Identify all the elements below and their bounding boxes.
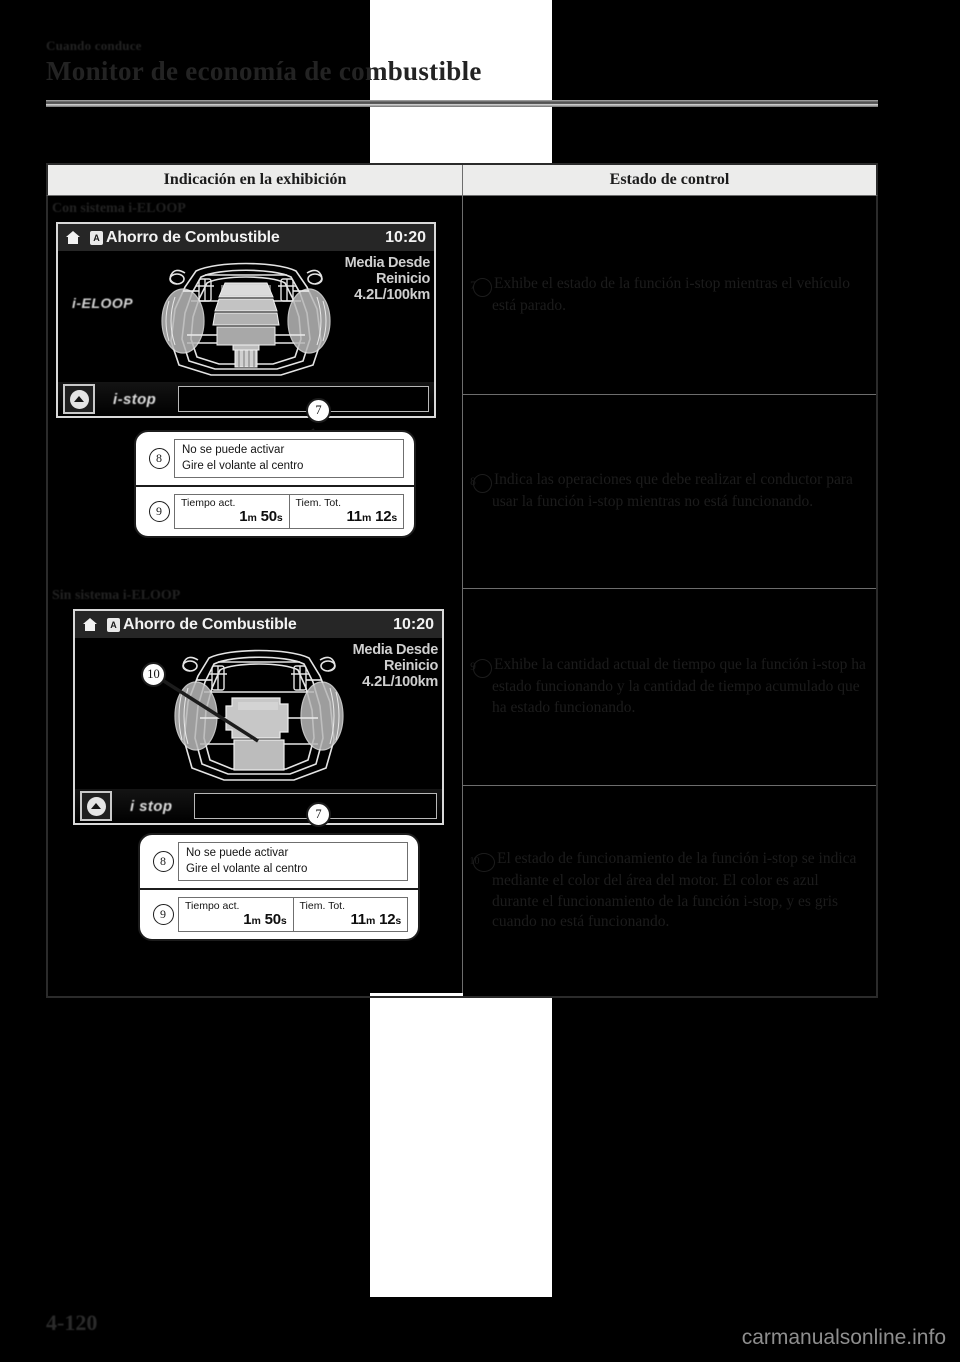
page-title: Monitor de economía de combustible bbox=[46, 56, 482, 86]
i-stop-label: i-stop bbox=[113, 390, 157, 408]
time-total-minutes-unit: m bbox=[361, 512, 372, 525]
time-current-seconds: 50 bbox=[260, 508, 277, 526]
time-current-seconds-unit: s bbox=[276, 512, 283, 525]
display-clock: 10:20 bbox=[385, 228, 426, 246]
control-state-column bbox=[463, 196, 876, 996]
display-status-bar-2 bbox=[75, 611, 442, 638]
display-with-eloop bbox=[56, 222, 436, 418]
time-total-minutes-unit-b: m bbox=[365, 915, 376, 928]
time-current-minutes: 1 bbox=[239, 508, 248, 526]
readout-label-line2: Reinicio bbox=[376, 271, 430, 288]
callout-marker-7-a: 7 bbox=[306, 398, 331, 423]
time-box-a bbox=[174, 494, 404, 529]
display-clock-2: 10:20 bbox=[393, 615, 434, 633]
page-number: 4-120 bbox=[46, 1310, 98, 1335]
table-body bbox=[46, 196, 878, 998]
bubble-number-9-b: 9 bbox=[153, 904, 174, 925]
fuel-economy-icon: A bbox=[90, 231, 103, 245]
readout-label-line1-2: Media Desde bbox=[352, 642, 438, 658]
control-state-text-7: Exhibe el estado de la función i-stop mientras el vehículo está parado. bbox=[492, 274, 850, 314]
vehicle-diagram-with-eloop bbox=[121, 253, 371, 390]
message-line1-b: No se puede activar bbox=[186, 847, 289, 859]
time-current-label: Tiempo act. bbox=[181, 497, 236, 510]
message-line2: Gire el volante al centro bbox=[182, 459, 304, 472]
item-number-7: 7 bbox=[473, 278, 492, 297]
bubble-row-9-b bbox=[140, 888, 418, 939]
bubble-row-8-b bbox=[140, 835, 418, 888]
header-rule bbox=[46, 100, 878, 107]
callout-bubble-with-eloop bbox=[134, 430, 416, 538]
time-total-seconds-b: 12 bbox=[379, 911, 396, 929]
control-state-description-10 bbox=[469, 849, 868, 933]
readout-value: 4.2 bbox=[354, 286, 375, 304]
bubble-number-8-wrap-b bbox=[148, 851, 178, 872]
time-total-seconds: 12 bbox=[375, 508, 392, 526]
indication-control-table bbox=[46, 163, 878, 998]
table-row bbox=[463, 395, 876, 589]
time-current-seconds-b: 50 bbox=[264, 911, 281, 929]
time-box-b bbox=[178, 897, 408, 932]
control-state-text-8: Indica las operaciones que debe realizar el conductor para usar la función i-stop mientras no está funcionando. bbox=[492, 471, 853, 511]
time-total-cell-a bbox=[289, 495, 404, 528]
display-title-2: Ahorro de Combustible bbox=[123, 615, 297, 633]
control-state-text-10: El estado de funcionamiento de la función i-stop se indica mediante el color del área del motor. El color es azul durante el funcionamiento de la función i-stop, y es gris cuando no está funcionando. bbox=[492, 850, 857, 931]
time-current-minutes-unit-b: m bbox=[251, 915, 261, 928]
i-stop-label-2: i stop bbox=[130, 797, 173, 815]
time-current-cell-a bbox=[175, 495, 289, 528]
time-current-minutes-b: 1 bbox=[243, 911, 252, 929]
fuel-readout-with-eloop bbox=[345, 255, 430, 304]
readout-value-2: 4.2 bbox=[362, 673, 383, 691]
table-row bbox=[463, 589, 876, 786]
time-current-seconds-unit-b: s bbox=[280, 915, 287, 928]
column-header-control-state: Estado de control bbox=[609, 171, 730, 188]
message-line2-b: Gire el volante al centro bbox=[186, 862, 308, 875]
home-icon bbox=[83, 618, 97, 631]
page-header bbox=[46, 38, 646, 87]
message-line1: No se puede activar bbox=[182, 444, 285, 456]
bubble-number-8-b: 8 bbox=[153, 851, 174, 872]
control-state-text-9: Exhibe la cantidad actual de tiempo que la función i-stop ha estado funcionando y la cantidad de tiempo acumulado que ha estado funcionando. bbox=[492, 656, 866, 716]
item-number-9: 9 bbox=[473, 659, 492, 678]
watermark: carmanualsonline.info bbox=[741, 1326, 946, 1349]
control-state-description-7 bbox=[470, 274, 868, 317]
time-current-cell-b bbox=[179, 898, 293, 931]
message-box-b bbox=[178, 842, 408, 881]
time-total-seconds-unit-b: s bbox=[395, 915, 401, 928]
callout-bubble-without-eloop bbox=[138, 833, 420, 941]
item-number-8: 8 bbox=[473, 474, 492, 493]
table-row bbox=[463, 786, 876, 996]
time-total-minutes: 11 bbox=[346, 508, 362, 526]
bubble-number-9-wrap bbox=[144, 501, 174, 522]
time-current-label-b: Tiempo act. bbox=[185, 900, 240, 913]
bubble-number-9: 9 bbox=[149, 501, 170, 522]
readout-label-line2-2: Reinicio bbox=[384, 658, 438, 675]
bubble-number-9-wrap-b bbox=[148, 904, 178, 925]
table-header-row bbox=[46, 163, 878, 196]
readout-unit-2: L/100km bbox=[382, 674, 438, 691]
section-caption-without-eloop: Sin sistema i-ELOOP bbox=[52, 588, 181, 603]
message-box-a bbox=[174, 439, 404, 478]
column-header-indication: Indicación en la exhibición bbox=[48, 165, 463, 195]
callout-marker-7-b: 7 bbox=[306, 802, 331, 827]
control-state-description-8 bbox=[470, 470, 868, 513]
section-caption-with-eloop: Con sistema i-ELOOP bbox=[52, 201, 186, 216]
time-current-minutes-unit: m bbox=[247, 512, 257, 525]
i-eloop-label: i-ELOOP bbox=[72, 295, 134, 311]
display-status-bar bbox=[58, 224, 434, 251]
bubble-row-9 bbox=[136, 485, 414, 536]
bubble-number-8-wrap bbox=[144, 448, 174, 469]
leader-line-10 bbox=[48, 636, 462, 756]
home-icon bbox=[66, 231, 80, 244]
time-total-cell-b bbox=[293, 898, 408, 931]
bubble-number-8: 8 bbox=[149, 448, 170, 469]
item-number-10: 10 bbox=[473, 853, 495, 872]
time-total-seconds-unit: s bbox=[391, 512, 397, 525]
control-state-description-9 bbox=[470, 655, 868, 718]
readout-label-line1: Media Desde bbox=[344, 255, 430, 271]
readout-unit: L/100km bbox=[374, 287, 430, 304]
indication-column bbox=[48, 196, 463, 993]
fuel-economy-icon: A bbox=[107, 618, 120, 632]
table-row bbox=[463, 196, 876, 395]
display-title: Ahorro de Combustible bbox=[106, 228, 280, 246]
callout-marker-10: 10 bbox=[141, 662, 166, 687]
bubble-row-8 bbox=[136, 432, 414, 485]
time-total-minutes-b: 11 bbox=[350, 911, 366, 929]
time-total-label-b: Tiem. Tot. bbox=[299, 900, 346, 913]
header-kicker: Cuando conduce bbox=[46, 38, 142, 53]
time-total-label: Tiem. Tot. bbox=[295, 497, 342, 510]
